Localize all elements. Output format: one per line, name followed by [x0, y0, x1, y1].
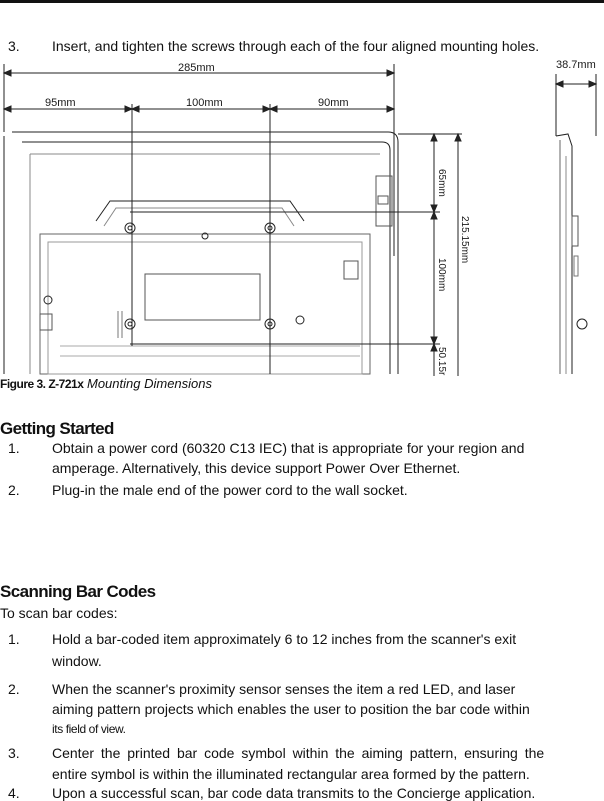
dim-left-width: 95mm — [45, 97, 76, 109]
list-item-text: entire symbol is within the illuminated rectangular area formed by the pattern. — [52, 766, 530, 782]
list-item-text: window. — [52, 653, 102, 669]
list-item-text: Hold a bar-coded item approximately 6 to 12 inches from the scanner's exit — [52, 631, 517, 647]
section-intro: To scan bar codes: — [0, 605, 118, 621]
list-item-number: 1. — [8, 631, 20, 647]
list-item-number: 2. — [8, 482, 20, 498]
list-item-text: Upon a successful scan, bar code data transmits to the Concierge application. — [52, 785, 536, 801]
list-item-text: amperage. Alternatively, this device support Power Over Ethernet. — [52, 460, 461, 476]
list-item-number: 3. — [8, 745, 20, 761]
list-item-number: 1. — [8, 440, 20, 456]
dim-total-height: 215.15mm — [459, 216, 470, 264]
dim-top-height: 65mm — [436, 169, 447, 197]
dim-bottom-height: 50.15r — [436, 347, 447, 376]
list-item-text: Obtain a power cord (60320 C13 IEC) that is appropriate for your region and — [52, 440, 525, 456]
mounting-dimensions-figure — [0, 56, 604, 376]
step-number: 3. — [8, 38, 20, 54]
section-heading-scanning: Scanning Bar Codes — [0, 582, 156, 601]
dim-center-width: 100mm — [186, 97, 223, 109]
dim-depth: 38.7mm — [556, 59, 596, 71]
list-item-number: 2. — [8, 681, 20, 697]
figure-caption — [0, 376, 212, 391]
dim-total-width: 285mm — [178, 62, 215, 74]
figure-caption-label: Figure 3. Z-721x — [0, 377, 84, 391]
list-item-text: Center the printed bar code symbol within the aiming pattern, ensuring the — [52, 745, 545, 761]
page-top-rule — [0, 0, 604, 3]
step-text: Insert, and tighten the screws through each of the four aligned mounting holes. — [52, 38, 540, 54]
list-item-number: 4. — [8, 785, 20, 801]
section-heading-getting-started: Getting Started — [0, 419, 114, 438]
list-item-text: aiming pattern projects which enables the user to position the bar code within — [52, 701, 530, 717]
dim-center-height: 100mm — [436, 258, 447, 292]
figure-caption-text: Mounting Dimensions — [87, 376, 213, 391]
list-item-text: When the scanner's proximity sensor senses the item a red LED, and laser — [52, 681, 516, 697]
dim-right-width: 90mm — [318, 97, 349, 109]
list-item-text: its field of view. — [52, 722, 126, 736]
list-item-text: Plug-in the male end of the power cord to the wall socket. — [52, 482, 408, 498]
